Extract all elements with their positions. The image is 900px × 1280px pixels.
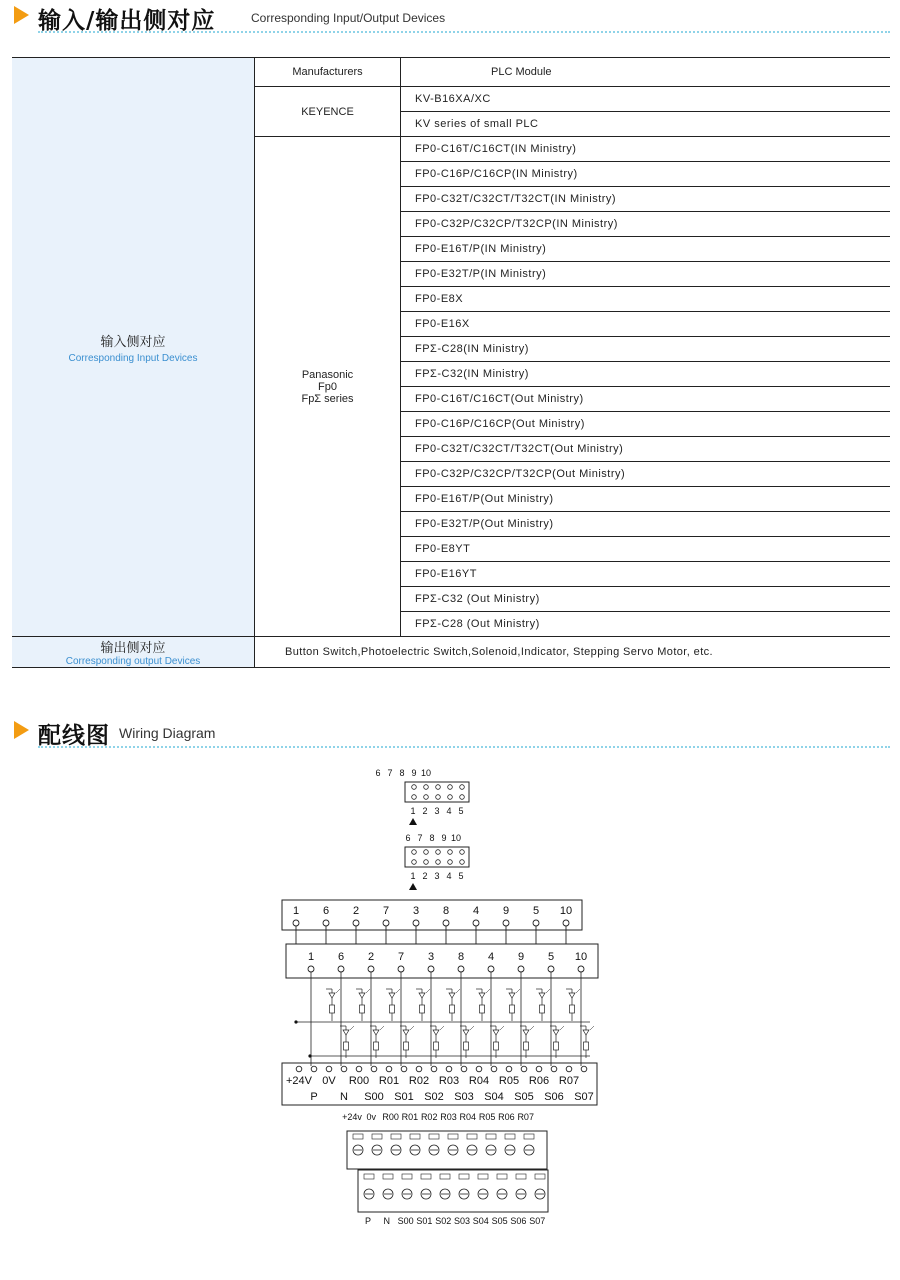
diagram-line	[530, 1026, 534, 1030]
header-pin-label: 4	[446, 871, 452, 881]
header-pin	[424, 795, 429, 800]
connector-pin-label: 3	[412, 905, 420, 917]
block-label: R06	[498, 1112, 515, 1122]
connector-pin-label: 6	[337, 951, 345, 963]
dotted-divider	[38, 746, 890, 748]
module-cell: FPΣ-C32 (Out Ministry)	[401, 587, 891, 612]
led-icon	[419, 993, 425, 998]
terminal-slot	[372, 1134, 382, 1139]
connector-pin	[383, 920, 389, 926]
header-pin-label: 9	[441, 833, 447, 843]
header-manufacturers: Manufacturers	[255, 58, 401, 87]
connector-pin	[368, 966, 374, 972]
terminal-slot	[459, 1174, 469, 1179]
terminal-screw	[356, 1066, 362, 1072]
block-label: R04	[459, 1112, 477, 1122]
connector-pin	[413, 920, 419, 926]
led-icon	[509, 993, 515, 998]
terminal-screw	[311, 1066, 317, 1072]
terminal-slot	[535, 1174, 545, 1179]
diagram-line	[576, 989, 580, 993]
connector-pin-label: 2	[367, 951, 375, 963]
input-side-cell	[12, 58, 255, 637]
resistor-icon	[420, 1005, 425, 1013]
terminal-label: S01	[394, 1091, 414, 1103]
terminal-screw	[446, 1066, 452, 1072]
connector-pin-label: 8	[457, 951, 465, 963]
diagram-line	[380, 1026, 384, 1030]
terminal-screw	[461, 1066, 467, 1072]
diagram-line	[366, 989, 370, 993]
header-pin-label: 3	[434, 871, 440, 881]
output-side-row	[12, 637, 890, 668]
section-title-cn: 配线图	[38, 723, 110, 749]
terminal-slot	[505, 1134, 515, 1139]
resistor-icon	[344, 1042, 349, 1050]
terminal-screw	[491, 1066, 497, 1072]
manufacturer-line: FpΣ series	[301, 392, 354, 405]
header-pin-label: 8	[399, 768, 405, 778]
module-cell: FP0-C32P/C32CP/T32CP(Out Ministry)	[401, 462, 891, 487]
module-cell: FP0-C32T/C32CT/T32CT(Out Ministry)	[401, 437, 891, 462]
header-pin-label: 6	[405, 833, 411, 843]
header-pin	[460, 860, 465, 865]
resistor-icon	[554, 1042, 559, 1050]
header-pin-label: 2	[422, 806, 428, 816]
terminal-screw	[326, 1066, 332, 1072]
block-label: S02	[435, 1216, 452, 1226]
terminal-screw	[551, 1066, 557, 1072]
diagram-line	[470, 1026, 474, 1030]
terminal-label: P	[310, 1091, 318, 1103]
orange-triangle-icon	[14, 6, 29, 24]
diagram-line	[456, 989, 460, 993]
led-icon	[479, 993, 485, 998]
header-pin-label: 6	[375, 768, 381, 778]
block-label: S05	[491, 1216, 508, 1226]
module-cell: FP0-E16T/P(Out Ministry)	[401, 487, 891, 512]
connector-pin	[353, 920, 359, 926]
terminal-slot	[497, 1174, 507, 1179]
terminal-screw	[476, 1066, 482, 1072]
section-header-wiring	[14, 717, 890, 747]
connector-pin-label: 9	[502, 905, 510, 917]
output-side-en: Corresponding output Devices	[65, 656, 201, 667]
terminal-label: R06	[528, 1075, 550, 1087]
terminal-label: S00	[364, 1091, 384, 1103]
header-pin-label: 1	[410, 806, 416, 816]
connector-pin-label: 10	[559, 905, 573, 917]
junction-dot	[294, 1020, 297, 1023]
led-icon	[493, 1030, 499, 1035]
section-title-en: Wiring Diagram	[119, 725, 216, 741]
header-pin	[412, 850, 417, 855]
module-cell: FP0-E16T/P(IN Ministry)	[401, 237, 891, 262]
header-pin-label: 5	[458, 806, 464, 816]
block-label: S01	[416, 1216, 433, 1226]
terminal-slot	[524, 1134, 534, 1139]
header-pin	[460, 850, 465, 855]
connector-pin	[563, 920, 569, 926]
connector-pin-label: 10	[574, 951, 588, 963]
diagram-line	[410, 1026, 414, 1030]
terminal-slot	[516, 1174, 526, 1179]
module-cell: FP0-C16P/C16CP(IN Ministry)	[401, 162, 891, 187]
block-label: R07	[517, 1112, 534, 1122]
resistor-icon	[404, 1042, 409, 1050]
output-side-cn: 输出侧对应	[100, 641, 166, 656]
diagram-line	[440, 1026, 444, 1030]
connector-pin-label: 5	[547, 951, 555, 963]
module-cell: FP0-E16YT	[401, 562, 891, 587]
terminal-slot	[429, 1134, 439, 1139]
terminal-label: R03	[438, 1075, 460, 1087]
module-cell: FP0-C32P/C32CP/T32CP(IN Ministry)	[401, 212, 891, 237]
input-side-en: Corresponding Input Devices	[68, 352, 198, 364]
connector-pin-label: 2	[352, 905, 360, 917]
module-cell: FP0-C16T/C16CT(Out Ministry)	[401, 387, 891, 412]
plc-compat-table	[12, 57, 890, 668]
header-pin-label: 10	[420, 768, 432, 778]
diagram-line	[560, 1026, 564, 1030]
header-pin-label: 8	[429, 833, 435, 843]
block-label: P	[364, 1216, 372, 1226]
header-pin	[412, 795, 417, 800]
terminal-slot	[391, 1134, 401, 1139]
module-cell: KV series of small PLC	[401, 112, 891, 137]
led-icon	[569, 993, 575, 998]
header-pin	[448, 785, 453, 790]
header-pin-label: 4	[446, 806, 452, 816]
led-icon	[463, 1030, 469, 1035]
terminal-slot	[467, 1134, 477, 1139]
led-icon	[389, 993, 395, 998]
module-cell: FPΣ-C28 (Out Ministry)	[401, 612, 891, 637]
diagram-line	[486, 989, 490, 993]
led-icon	[449, 993, 455, 998]
module-cell: FP0-E8YT	[401, 537, 891, 562]
terminal-slot	[486, 1134, 496, 1139]
terminal-slot	[478, 1174, 488, 1179]
connector-pin	[533, 920, 539, 926]
connector-pin	[578, 966, 584, 972]
connector-pin-label: 7	[382, 905, 390, 917]
resistor-icon	[510, 1005, 515, 1013]
header-pin	[412, 860, 417, 865]
led-icon	[343, 1030, 349, 1035]
header-pin	[436, 795, 441, 800]
header-pin-label: 10	[450, 833, 462, 843]
resistor-icon	[374, 1042, 379, 1050]
manufacturer-line: Panasonic	[301, 368, 354, 381]
module-cell: FP0-E32T/P(Out Ministry)	[401, 512, 891, 537]
terminal-label: +24V	[286, 1075, 312, 1087]
connector-pin-label: 6	[322, 905, 330, 917]
wiring-diagram	[0, 760, 900, 1280]
led-icon	[329, 993, 335, 998]
terminal-screw	[506, 1066, 512, 1072]
terminal-label: R02	[408, 1075, 430, 1087]
block-label: S06	[510, 1216, 527, 1226]
connector-pin	[398, 966, 404, 972]
table-header-row	[12, 58, 890, 87]
connector-pin-label: 3	[427, 951, 435, 963]
module-cell: KV-B16XA/XC	[401, 87, 891, 112]
resistor-icon	[450, 1005, 455, 1013]
section-title-cn: 输入/输出侧对应	[38, 8, 216, 34]
manufacturer-line: Fp0	[318, 380, 337, 393]
terminal-label: S06	[544, 1091, 564, 1103]
connector-pin	[458, 966, 464, 972]
connector-pin-label: 7	[397, 951, 405, 963]
connector-pin-label: 4	[472, 905, 480, 917]
diagram-line	[350, 1026, 354, 1030]
connector-pin-label: 8	[442, 905, 450, 917]
header-pin	[424, 850, 429, 855]
led-icon	[583, 1030, 589, 1035]
header-pin	[448, 850, 453, 855]
connector-pin	[338, 966, 344, 972]
led-icon	[433, 1030, 439, 1035]
terminal-slot	[410, 1134, 420, 1139]
section-title-en: Corresponding Input/Output Devices	[251, 11, 446, 25]
module-cell: FP0-C16T/C16CT(IN Ministry)	[401, 137, 891, 162]
junction-dot	[308, 1054, 311, 1057]
diagram-line	[336, 989, 340, 993]
block-label: R02	[420, 1112, 438, 1122]
connector-pin	[473, 920, 479, 926]
header-pin-label: 3	[434, 806, 440, 816]
terminal-label: S04	[484, 1091, 504, 1103]
connector-pin	[293, 920, 299, 926]
led-icon	[359, 993, 365, 998]
block-label: R03	[440, 1112, 457, 1122]
led-icon	[373, 1030, 379, 1035]
terminal-screw	[386, 1066, 392, 1072]
connector-pin-label: 1	[307, 951, 315, 963]
header-plc-module: PLC Module	[401, 58, 891, 87]
orange-triangle-icon	[14, 721, 29, 739]
dotted-divider	[38, 31, 890, 33]
resistor-icon	[390, 1005, 395, 1013]
terminal-label: S07	[574, 1091, 594, 1103]
terminal-screw	[581, 1066, 587, 1072]
manufacturer-panasonic	[255, 137, 401, 637]
terminal-slot	[421, 1174, 431, 1179]
block-label: S04	[472, 1216, 489, 1226]
terminal-label: S03	[454, 1091, 474, 1103]
terminal-screw	[296, 1066, 302, 1072]
header-pin	[424, 860, 429, 865]
connector-pin	[548, 966, 554, 972]
input-side-cn: 输入侧对应	[100, 334, 166, 350]
resistor-icon	[464, 1042, 469, 1050]
header-pin-label: 7	[387, 768, 393, 778]
terminal-slot	[402, 1174, 412, 1179]
header-pin	[436, 850, 441, 855]
terminal-label: S02	[424, 1091, 444, 1103]
terminal-label: 0V	[322, 1075, 336, 1087]
diagram-line	[516, 989, 520, 993]
resistor-icon	[524, 1042, 529, 1050]
header-pin	[448, 860, 453, 865]
header-pin	[436, 785, 441, 790]
resistor-icon	[480, 1005, 485, 1013]
terminal-slot	[383, 1174, 393, 1179]
connector-pin-label: 9	[517, 951, 525, 963]
manufacturer-keyence: KEYENCE	[255, 87, 401, 137]
led-icon	[403, 1030, 409, 1035]
header-pin-label: 9	[411, 768, 417, 778]
terminal-screw	[371, 1066, 377, 1072]
block-label: R01	[401, 1112, 419, 1122]
block-label: N	[383, 1216, 391, 1226]
connector-pin	[443, 920, 449, 926]
module-cell: FPΣ-C28(IN Ministry)	[401, 337, 891, 362]
header-pin-label: 7	[417, 833, 423, 843]
block-label: R00	[382, 1112, 399, 1122]
output-side-cell	[12, 637, 255, 668]
module-cell: FPΣ-C32(IN Ministry)	[401, 362, 891, 387]
diagram-line	[426, 989, 430, 993]
header-pin	[424, 785, 429, 790]
section-header-io	[14, 2, 890, 32]
block-label: S00	[397, 1216, 414, 1226]
terminal-label: R05	[498, 1075, 520, 1087]
terminal-screw	[566, 1066, 572, 1072]
connector-pin	[518, 966, 524, 972]
terminal-slot	[364, 1174, 374, 1179]
header-pin	[460, 785, 465, 790]
pin1-arrow-icon	[409, 883, 417, 890]
terminal-label: S05	[514, 1091, 534, 1103]
resistor-icon	[434, 1042, 439, 1050]
resistor-icon	[494, 1042, 499, 1050]
resistor-icon	[360, 1005, 365, 1013]
output-desc: Button Switch,Photoelectric Switch,Solenoid,Indicator, Stepping Servo Motor, etc.	[255, 637, 891, 668]
connector-pin	[323, 920, 329, 926]
terminal-screw	[431, 1066, 437, 1072]
connector-pin	[488, 966, 494, 972]
block-label: R05	[478, 1112, 496, 1122]
resistor-icon	[540, 1005, 545, 1013]
diagram-line	[500, 1026, 504, 1030]
module-cell: FP0-E16X	[401, 312, 891, 337]
header-pin-label: 5	[458, 871, 464, 881]
block-label: S07	[529, 1216, 546, 1226]
module-cell: FP0-C32T/C32CT/T32CT(IN Ministry)	[401, 187, 891, 212]
header-pin-label: 1	[410, 871, 416, 881]
terminal-label: R04	[468, 1075, 490, 1087]
terminal-slot	[448, 1134, 458, 1139]
block-label: S03	[453, 1216, 471, 1226]
terminal-screw	[416, 1066, 422, 1072]
resistor-icon	[570, 1005, 575, 1013]
terminal-label: N	[340, 1091, 348, 1103]
led-icon	[553, 1030, 559, 1035]
connector-pin	[428, 966, 434, 972]
header-pin	[448, 795, 453, 800]
led-icon	[539, 993, 545, 998]
pin1-arrow-icon	[409, 818, 417, 825]
connector-pin	[503, 920, 509, 926]
header-pin	[436, 860, 441, 865]
module-cell: FP0-C16P/C16CP(Out Ministry)	[401, 412, 891, 437]
connector-pin	[308, 966, 314, 972]
header-pin	[460, 795, 465, 800]
terminal-label: R00	[348, 1075, 370, 1087]
diagram-line	[396, 989, 400, 993]
module-cell: FP0-E32T/P(IN Ministry)	[401, 262, 891, 287]
connector-pin-label: 4	[487, 951, 495, 963]
connector-pin-label: 1	[292, 905, 300, 917]
connector-pin-label: 5	[532, 905, 540, 917]
terminal-label: R07	[558, 1075, 580, 1087]
module-cell: FP0-E8X	[401, 287, 891, 312]
terminal-slot	[440, 1174, 450, 1179]
terminal-label: R01	[378, 1075, 400, 1087]
resistor-icon	[330, 1005, 335, 1013]
diagram-line	[546, 989, 550, 993]
terminal-screw	[536, 1066, 542, 1072]
resistor-icon	[584, 1042, 589, 1050]
header-pin-label: 2	[422, 871, 428, 881]
terminal-screw	[521, 1066, 527, 1072]
terminal-screw	[341, 1066, 347, 1072]
block-label: 0v	[366, 1112, 377, 1122]
terminal-slot	[353, 1134, 363, 1139]
led-icon	[523, 1030, 529, 1035]
block-label: +24v	[342, 1112, 362, 1122]
header-pin	[412, 785, 417, 790]
diagram-line	[590, 1026, 594, 1030]
terminal-screw	[401, 1066, 407, 1072]
